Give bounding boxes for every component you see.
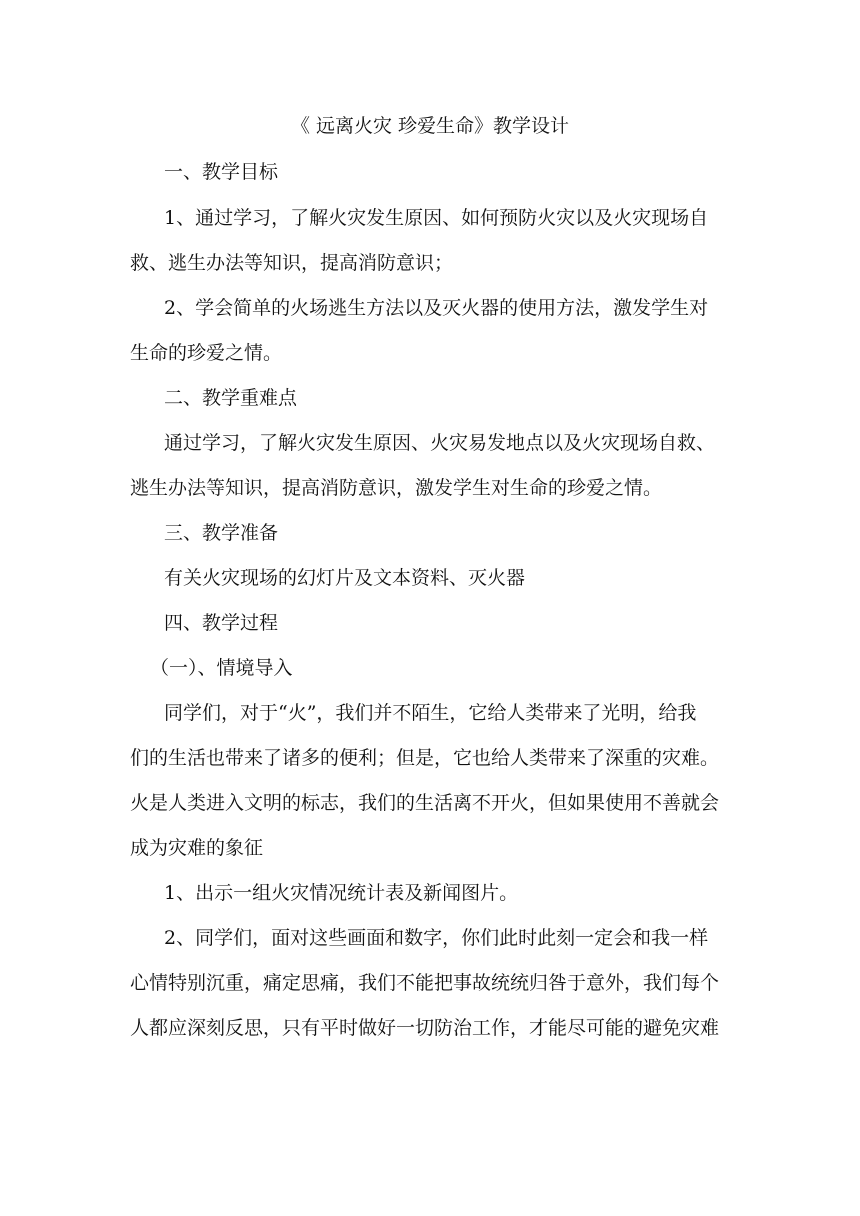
section-heading-key-points: 二、教学重难点 [164, 387, 298, 409]
paragraph-line: 同学们，对于“火”，我们并不陌生，它给人类带来了光明，给我 [164, 702, 697, 724]
paragraph-line: 救、逃生办法等知识，提高消防意识； [130, 252, 454, 274]
section-heading-objectives: 一、教学目标 [164, 161, 279, 183]
paragraph-line: 逃生办法等知识，提高消防意识，激发学生对生命的珍爱之情。 [130, 477, 663, 499]
paragraph-line: 1、通过学习，了解火灾发生原因、如何预防火灾以及火灾现场自 [164, 207, 709, 229]
paragraph-line: 心情特别沉重，痛定思痛，我们不能把事故统统归咎于意外，我们每个 [130, 972, 720, 994]
paragraph-line: 2、同学们，面对这些画面和数字，你们此时此刻一定会和我一样 [164, 927, 709, 949]
paragraph-line: 人都应深刻反思，只有平时做好一切防治工作，才能尽可能的避免灾难 [130, 1017, 720, 1039]
paragraph-line: 有关火灾现场的幻灯片及文本资料、灭火器 [164, 567, 526, 589]
section-heading-process: 四、教学过程 [164, 612, 279, 634]
paragraph-line: 1、出示一组火灾情况统计表及新闻图片。 [164, 882, 519, 904]
paragraph-line: 2、学会简单的火场逃生方法以及灭火器的使用方法，激发学生对 [164, 297, 709, 319]
section-heading-preparation: 三、教学准备 [164, 522, 279, 544]
document-title: 《 远离火灾 珍爱生命》教学设计 [290, 115, 570, 137]
paragraph-line: 生命的珍爱之情。 [130, 342, 283, 364]
paragraph-line: 成为灾难的象征 [130, 837, 264, 859]
subsection-heading-intro: （一）、情境导入 [150, 657, 293, 679]
paragraph-line: 们的生活也带来了诸多的便利；但是，它也给人类带来了深重的灾难。 [130, 747, 720, 769]
paragraph-line: 通过学习，了解火灾发生原因、火灾易发地点以及火灾现场自救、 [164, 432, 716, 454]
paragraph-line: 火是人类进入文明的标志，我们的生活离不开火，但如果使用不善就会 [130, 792, 720, 814]
